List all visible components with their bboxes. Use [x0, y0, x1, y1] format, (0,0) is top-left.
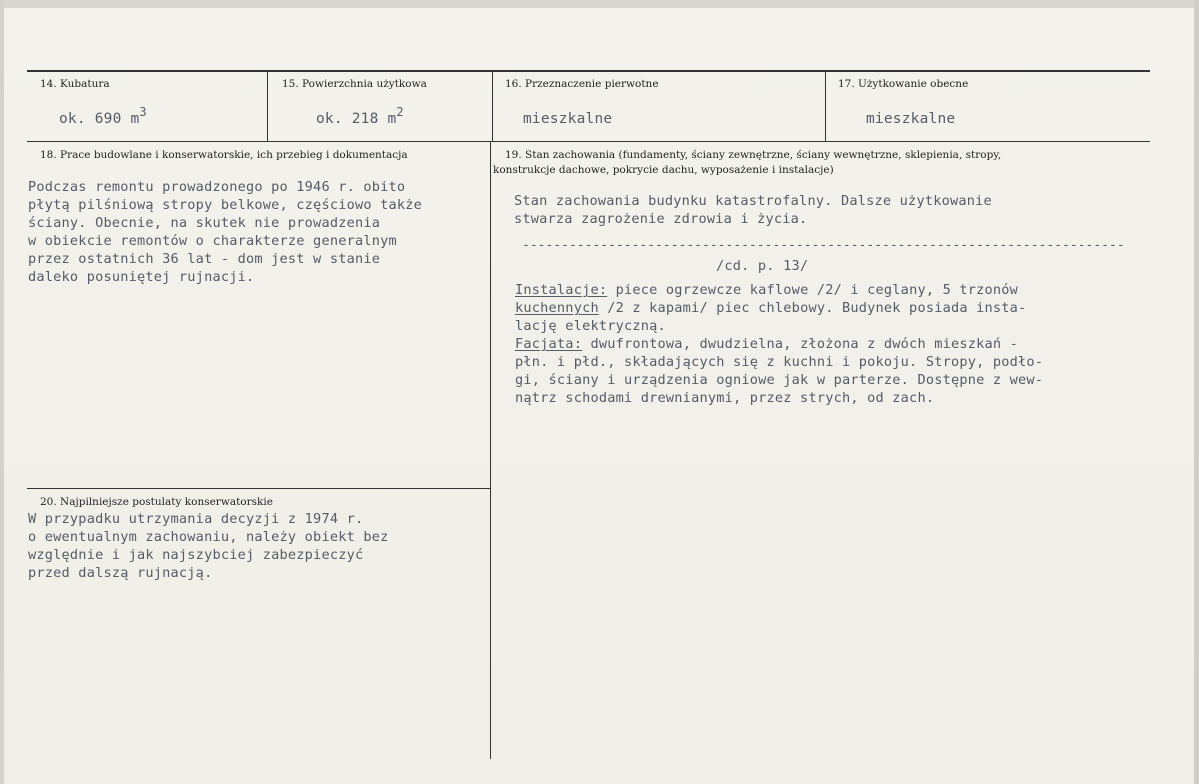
- f19-facjata-line-4: nątrz schodami drewnianymi, przez strych, od zach.: [515, 390, 935, 406]
- f18-line-5: przez ostatnich 36 lat - dom jest w stanie: [28, 251, 381, 267]
- f18-line-3: ściany. Obecnie, na skutek nie prowadzenia: [28, 215, 381, 231]
- facjata-heading: Facjata:: [515, 336, 583, 352]
- f19-facjata-line-3: gi, ściany i urządzenia ogniowe jak w parterze. Dostępne z wew-: [515, 372, 1044, 388]
- f19-facjata-line-1: [515, 335, 1018, 354]
- divider-14-15: [267, 71, 268, 141]
- divider-15-16: [492, 71, 493, 141]
- f19-facjata-line-2: płn. i płd., składających się z kuchni i pokoju. Stropy, podło-: [515, 354, 1044, 370]
- f19-dashed-separator: -----------------------------------------------------------------------------: [522, 238, 1125, 253]
- f16-value: mieszkalne: [523, 111, 613, 127]
- f19-instalacje-line-3: lację elektryczną.: [515, 318, 666, 334]
- row1-bottom-rule: [27, 141, 1150, 142]
- f18-line-6: daleko posuniętej rujnacji.: [28, 269, 255, 285]
- f18-line-1: Podczas remontu prowadzonego po 1946 r. obito: [28, 179, 406, 195]
- f20-line-2: o ewentualnym zachowaniu, należy obiekt bez: [28, 529, 389, 545]
- f20-label: 20. Najpilniejsze postulaty konserwatorskie: [40, 496, 273, 508]
- instalacje-heading: Instalacje:: [515, 282, 608, 298]
- f19-instalacje-line-2: [515, 299, 1026, 318]
- f18-bottom-rule: [27, 488, 490, 489]
- f14-value: [59, 105, 147, 129]
- f15-value-text: ok. 218 m: [316, 111, 397, 127]
- f15-label: 15. Powierzchnia użytkowa: [282, 78, 427, 90]
- f18-line-4: w obiekcie remontów o charakterze generalnym: [28, 233, 397, 249]
- f19-instalacje-line-1: [515, 281, 1018, 300]
- instalacje-text-2: /2 z kapami/ piec chlebowy. Budynek posiada insta-: [598, 300, 1027, 316]
- divider-16-17: [825, 71, 826, 141]
- f19-line-1: Stan zachowania budynku katastrofalny. Dalsze użytkowanie: [514, 193, 992, 209]
- facjata-text-1: dwufrontowa, dwudzielna, złożona z dwóch mieszkań -: [582, 336, 1019, 352]
- f14-value-sup: 3: [139, 105, 147, 119]
- card-right-edge: [1194, 0, 1199, 784]
- f19-label-line-1: 19. Stan zachowania (fundamenty, ściany zewnętrzne, ściany wewnętrzne, sklepienia, stropy,: [505, 149, 1002, 161]
- f20-line-4: przed dalszą rujnacją.: [28, 565, 213, 581]
- f14-value-text: ok. 690 m: [59, 111, 140, 127]
- f18-label: 18. Prace budowlane i konserwatorskie, ich przebieg i dokumentacja: [40, 149, 408, 161]
- card-top-edge: [0, 0, 1199, 8]
- divider-main: [490, 141, 491, 759]
- f19-continuation-note: /cd. p. 13/: [716, 258, 809, 274]
- f14-label: 14. Kubatura: [40, 78, 110, 90]
- top-rule: [27, 70, 1150, 72]
- instalacje-underlined-word: kuchennych: [515, 300, 599, 316]
- f19-line-2: stwarza zagrożenie zdrowia i życia.: [514, 211, 808, 227]
- instalacje-text-1: piece ogrzewcze kaflowe /2/ i ceglany, 5 trzonów: [607, 282, 1019, 298]
- card-left-edge: [0, 0, 4, 784]
- f15-value: [316, 105, 404, 129]
- f19-label-line-2: konstrukcje dachowe, pokrycie dachu, wyposażenie i instalacje): [493, 164, 834, 176]
- f18-line-2: płytą pilśniową stropy belkowe, częściowo także: [28, 197, 423, 213]
- f16-label: 16. Przeznaczenie pierwotne: [505, 78, 659, 90]
- f17-label: 17. Użytkowanie obecne: [838, 78, 969, 90]
- f20-line-3: względnie i jak najszybciej zabezpieczyć: [28, 547, 364, 563]
- f17-value: mieszkalne: [866, 111, 956, 127]
- f20-line-1: W przypadku utrzymania decyzji z 1974 r.: [28, 511, 364, 527]
- f15-value-sup: 2: [396, 105, 404, 119]
